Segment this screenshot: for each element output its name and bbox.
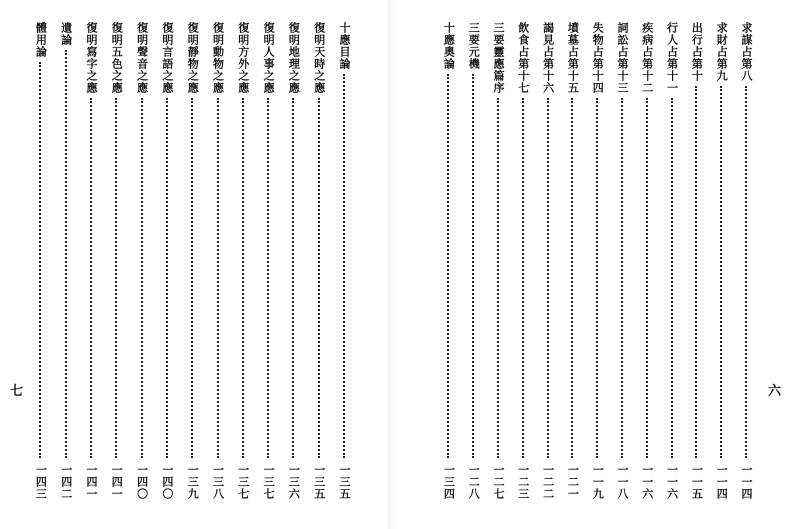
dot-leader (596, 98, 598, 458)
toc-entry-title: 復明言語之應 (160, 22, 174, 94)
right-page (400, 0, 793, 529)
dot-leader (90, 98, 92, 458)
toc-entry-page-number: 一四三 (34, 464, 48, 500)
toc-entry (311, 22, 327, 500)
toc-entry (738, 22, 754, 500)
toc-entry-page-number: 一三五 (338, 464, 351, 500)
toc-entry-page-number: 一三七 (236, 464, 250, 500)
dot-leader (571, 98, 573, 458)
toc-entry-title: 復明方外之應 (236, 22, 250, 94)
toc-entry (285, 22, 301, 500)
toc-entry-title: 復明靜物之應 (186, 22, 200, 94)
toc-entry-page-number: 一一四 (740, 464, 753, 500)
toc-entry-page-number: 一三七 (262, 464, 276, 500)
dot-leader (547, 98, 549, 458)
dot-leader (447, 74, 449, 458)
toc-entry (564, 22, 580, 500)
toc-entry-title: 出行占第十 (690, 22, 704, 82)
toc-entry-title: 復明聲音之應 (135, 22, 149, 94)
toc-entry-page-number: 一三九 (186, 464, 200, 500)
toc-entry-page-number: 一二二 (541, 464, 555, 500)
toc-entry-title: 行人占第十一 (665, 22, 679, 94)
toc-entry-title: 失物占第十四 (591, 22, 605, 94)
toc-entry (713, 22, 729, 500)
toc-entry-title: 飲食占第十七 (516, 22, 530, 94)
toc-entry-title: 復明人事之應 (262, 22, 276, 94)
toc-entry-page-number: 一四二 (59, 464, 73, 500)
toc-entry (440, 22, 456, 500)
toc-entry (515, 22, 531, 500)
toc-entry-page-number: 一二一 (566, 464, 580, 500)
dot-leader (292, 98, 294, 458)
toc-entry-page-number: 一三八 (211, 464, 225, 500)
toc-entry-title: 復明寫字之應 (85, 22, 98, 94)
toc-entry (465, 22, 481, 500)
dot-leader (166, 98, 168, 458)
dot-leader (318, 98, 320, 458)
toc-entry-page-number: 一一六 (640, 464, 654, 500)
toc-entry-title: 求財占第九 (715, 22, 729, 82)
dot-leader (621, 98, 623, 458)
toc-entry-title: 三要靈應篇序 (492, 22, 505, 94)
toc-entry (134, 22, 150, 500)
toc-entry-page-number: 一三六 (287, 464, 301, 500)
folio-right: 六 (768, 384, 782, 399)
toc-entry-title: 求謀占第八 (740, 22, 753, 82)
toc-entry (108, 22, 124, 500)
dot-leader (497, 98, 499, 458)
toc-entry-title: 十應目論 (338, 22, 351, 70)
toc-entry (58, 22, 74, 500)
toc-entry-page-number: 一二三 (516, 464, 530, 500)
toc-entry-page-number: 一四〇 (160, 464, 174, 500)
toc-entry-title: 復明動物之應 (211, 22, 225, 94)
dot-leader (141, 98, 143, 458)
toc-entry (614, 22, 630, 500)
toc-entry (260, 22, 276, 500)
toc-entry-title: 復明天時之應 (312, 22, 326, 94)
dot-leader (522, 98, 524, 458)
left-page (0, 0, 380, 529)
dot-leader (65, 50, 67, 458)
dot-leader (472, 74, 474, 458)
toc-entry (83, 22, 99, 500)
toc-entry-page-number: 一一九 (591, 464, 605, 500)
toc-entry-title: 十應奧論 (442, 22, 456, 70)
toc-entry (235, 22, 251, 500)
toc-entry-title: 三要元機 (467, 22, 481, 70)
toc-entry-title: 復明地理之應 (287, 22, 301, 94)
dot-leader (745, 86, 747, 458)
toc-entry (589, 22, 605, 500)
toc-entry-title: 詞訟占第十三 (616, 22, 629, 94)
dot-leader (695, 86, 697, 458)
toc-entry-page-number: 一一四 (715, 464, 729, 500)
toc-entry (159, 22, 175, 500)
toc-entry-page-number: 一四一 (85, 464, 98, 500)
dot-leader (115, 98, 117, 458)
toc-entry (639, 22, 655, 500)
toc-entry (336, 22, 352, 500)
toc-entry-title: 疾病占第十二 (640, 22, 654, 94)
folio-left: 七 (10, 384, 24, 399)
toc-entry-page-number: 一二七 (492, 464, 505, 500)
toc-entry-page-number: 一一八 (616, 464, 629, 500)
dot-leader (720, 86, 722, 458)
toc-entry-page-number: 一二八 (467, 464, 481, 500)
page-gutter (386, 0, 394, 529)
dot-leader (242, 98, 244, 458)
toc-entry (664, 22, 680, 500)
dot-leader (217, 98, 219, 458)
toc-entry (688, 22, 704, 500)
dot-leader (646, 98, 648, 458)
toc-entry (184, 22, 200, 500)
toc-entry-page-number: 一一五 (690, 464, 704, 500)
toc-entry-page-number: 一四〇 (135, 464, 149, 500)
toc-entry (540, 22, 556, 500)
toc-entry-page-number: 一四一 (110, 464, 124, 500)
toc-entry (490, 22, 506, 500)
dot-leader (39, 62, 41, 458)
toc-entry-title: 遺論 (59, 22, 73, 46)
dot-leader (343, 74, 345, 458)
toc-entry (32, 22, 48, 500)
toc-entry-page-number: 一三五 (312, 464, 326, 500)
toc-entry-title: 謁見占第十六 (541, 22, 555, 94)
toc-entry-page-number: 一一六 (665, 464, 679, 500)
toc-entry-page-number: 一三四 (442, 464, 456, 500)
toc-entry-title: 墳墓占第十五 (566, 22, 580, 94)
dot-leader (267, 98, 269, 458)
toc-entry-title: 體用論 (34, 22, 48, 58)
dot-leader (191, 98, 193, 458)
dot-leader (671, 98, 673, 458)
toc-entry-title: 復明五色之應 (110, 22, 124, 94)
toc-entry (210, 22, 226, 500)
